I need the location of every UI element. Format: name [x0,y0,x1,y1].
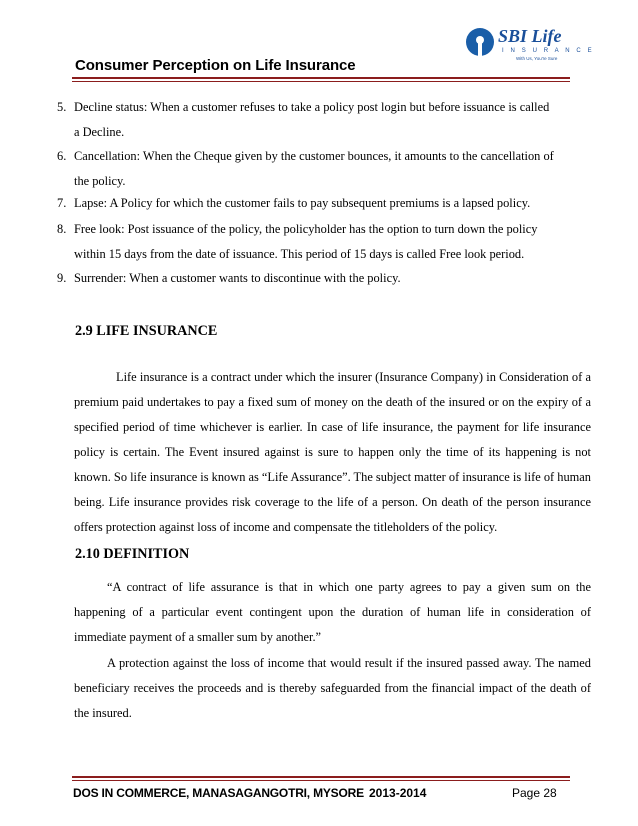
definition-quote-paragraph: “A contract of life assurance is that in which one party agrees to pay a given sum on the happening of a particular event contingent upon the duration of human life in consideration of immediate payment of a smaller sum by another.” [74,580,591,644]
list-number: 6. [57,149,67,163]
list-text-line: Free look: Post issuance of the policy, the policyholder has the option to turn down the policy [74,222,538,236]
list-item [57,95,577,145]
footer-divider [72,776,570,778]
page-header-title: Consumer Perception on Life Insurance [75,57,356,74]
footer-page-number: Page 28 [512,786,557,800]
list-text-line: a Decline. [74,125,125,139]
keyhole-logo-icon [466,28,494,56]
header-divider [72,77,570,79]
footer-year: 2013-2014 [369,786,427,800]
list-item [57,191,577,216]
life-insurance-paragraph: Life insurance is a contract under which the insurer (Insurance Company) in Consideration of a premium paid undertakes to pay a fixed sum of money on the death of the insured or on the expiry of a specified period of time whichever is earlier. In case of life insurance, the payment for life insurance policy is certain. The Event insured against is sure to happen only the time of its happening is not known. So life insurance is known as “Life Assurance”. The subject matter of insurance is life of human being. Life insurance provides risk coverage to the life of a person. On death of the person insurance offers protection against loss of income and compensate the titleholders of the policy. [74,370,591,534]
list-text-line: Cancellation: When the Cheque given by the customer bounces, it amounts to the cancellation of [74,149,554,163]
logo-name: SBI Life [498,26,562,46]
list-item [57,217,577,267]
logo-tagline: With Us, You're Sure [516,56,558,61]
definition-paragraph: A protection against the loss of income that would result if the insured passed away. The named beneficiary receives the proceeds and is thereby safeguarded from the financial impact of the death of the insured. [74,656,591,720]
list-text-line: Lapse: A Policy for which the customer fails to pay subsequent premiums is a lapsed policy. [74,196,531,210]
list-number: 7. [57,196,67,210]
header-divider-thin [72,81,570,82]
list-number: 5. [57,100,67,114]
footer-department: DOS IN COMMERCE, MANASAGANGOTRI, MYSORE [73,786,364,800]
list-text-line: Surrender: When a customer wants to discontinue with the policy. [74,271,401,285]
list-text-line: within 15 days from the date of issuance. This period of 15 days is called Free look period. [74,247,525,261]
logo-subtitle: I N S U R A N C E [502,48,595,54]
sbi-life-logo [466,26,595,66]
footer-divider-thin [72,780,570,781]
section-heading-life-insurance: 2.9 LIFE INSURANCE [75,323,218,339]
list-text-line: Decline status: When a customer refuses to take a policy post login but before issuance is called [74,100,550,114]
list-text-line: the policy. [74,174,126,188]
list-number: 9. [57,271,67,285]
list-item [57,266,577,291]
section-heading-definition: 2.10 DEFINITION [75,546,190,562]
list-item [57,144,577,194]
list-number: 8. [57,222,67,236]
